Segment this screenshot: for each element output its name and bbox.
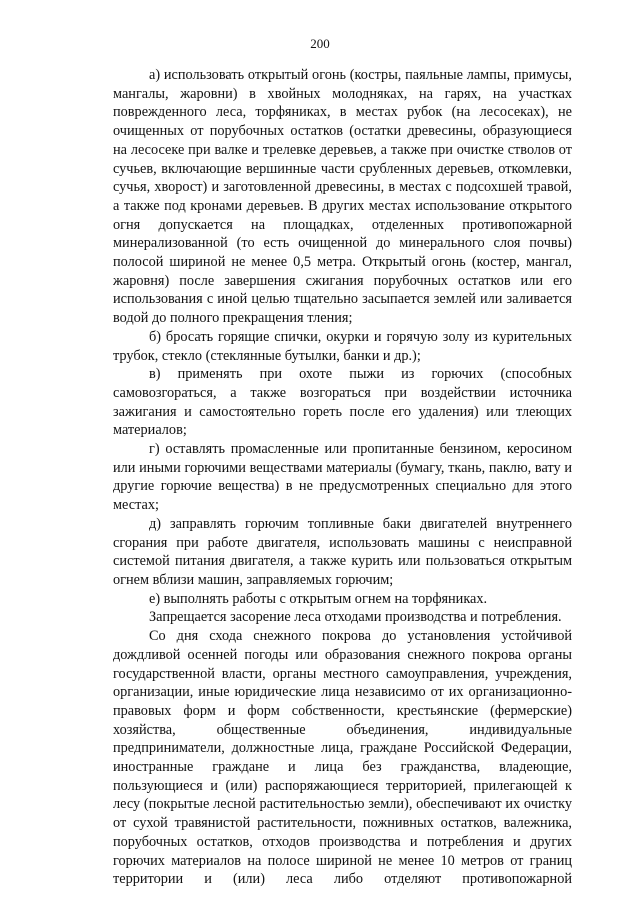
- paragraph-g: г) оставлять промасленные или пропитанные бензином, керосином или иными горючими веществами материалы (бумагу, ткань, паклю, вату и другие горючие вещества) в не предусмотренных специально для этого местах;: [113, 441, 572, 514]
- paragraph-clearing-obligation: Со дня схода снежного покрова до установления устойчивой дождливой осенней погоды или образования снежного покрова органы государственной власти, органы местного самоуправления, учреждения, организации, иные юридические лица независимо от их организационно-правовых форм и форм собственности, крестьянские (фермерские) хозяйства, общественные объединения, индивидуальные предприниматели, должностные лица, граждане Российской Федерации, иностранные граждане и лица без гражданства, владеющие, пользующиеся и (или) распоряжающиеся территорией, прилегающей к лесу (покрытые лесной растительностью земли), обеспечивают их очистку от сухой травянистой растительности, пожнивных остатков, валежника, порубочных остатков, отходов производства и потребления и других горючих материалов на полосе шириной не менее 10 метров от границ территории и (или) леса либо отделяют противопожарной: [113, 628, 572, 888]
- paragraph-d: д) заправлять горючим топливные баки двигателей внутреннего сгорания при работе двигателя, использовать машины с неисправной системой питания двигателя, а также курить или пользоваться открытым огнем вблизи машин, заправляемых горючим;: [113, 515, 572, 588]
- paragraph-a: а) использовать открытый огонь (костры, паяльные лампы, примусы, мангалы, жаровни) в хвойных молодняках, на гарях, на участках поврежденного леса, торфяниках, в местах рубок (на лесосеках), не очищенных от порубочных остатков (остатки древесины, образующиеся на лесосеке при валке и трелевке деревьев, а также при очистке стволов от сучьев, включающие вершинные части срубленных деревьев, откомлевки, сучья, хворост) и заготовленной древесины, в местах с подсохшей травой, а также под кронами деревьев. В других местах использование открытого огня допускается на площадках, отделенных противопожарной минерализованной (то есть очищенной до минерального слоя почвы) полосой шириной не менее 0,5 метра. Открытый огонь (костер, мангал, жаровня) после завершения сжигания порубочных остатков или его использования с иной целью тщательно засыпается землей или заливается водой до полного прекращения тления;: [113, 67, 572, 327]
- paragraph-b: б) бросать горящие спички, окурки и горячую золу из курительных трубок, стекло (стеклянные бутылки, банки и др.);: [113, 328, 572, 364]
- page-number: 200: [310, 36, 330, 51]
- paragraph-v: в) применять при охоте пыжи из горючих (способных самовозгораться, а также возгораться при воздействии источника зажигания и самостоятельно гореть после его удаления) или тлеющих материалов;: [113, 366, 572, 439]
- paragraph-prohibition: Запрещается засорение леса отходами производства и потребления.: [149, 609, 562, 626]
- document-body: [113, 66, 572, 889]
- paragraph-e: е) выполнять работы с открытым огнем на торфяниках.: [149, 590, 488, 607]
